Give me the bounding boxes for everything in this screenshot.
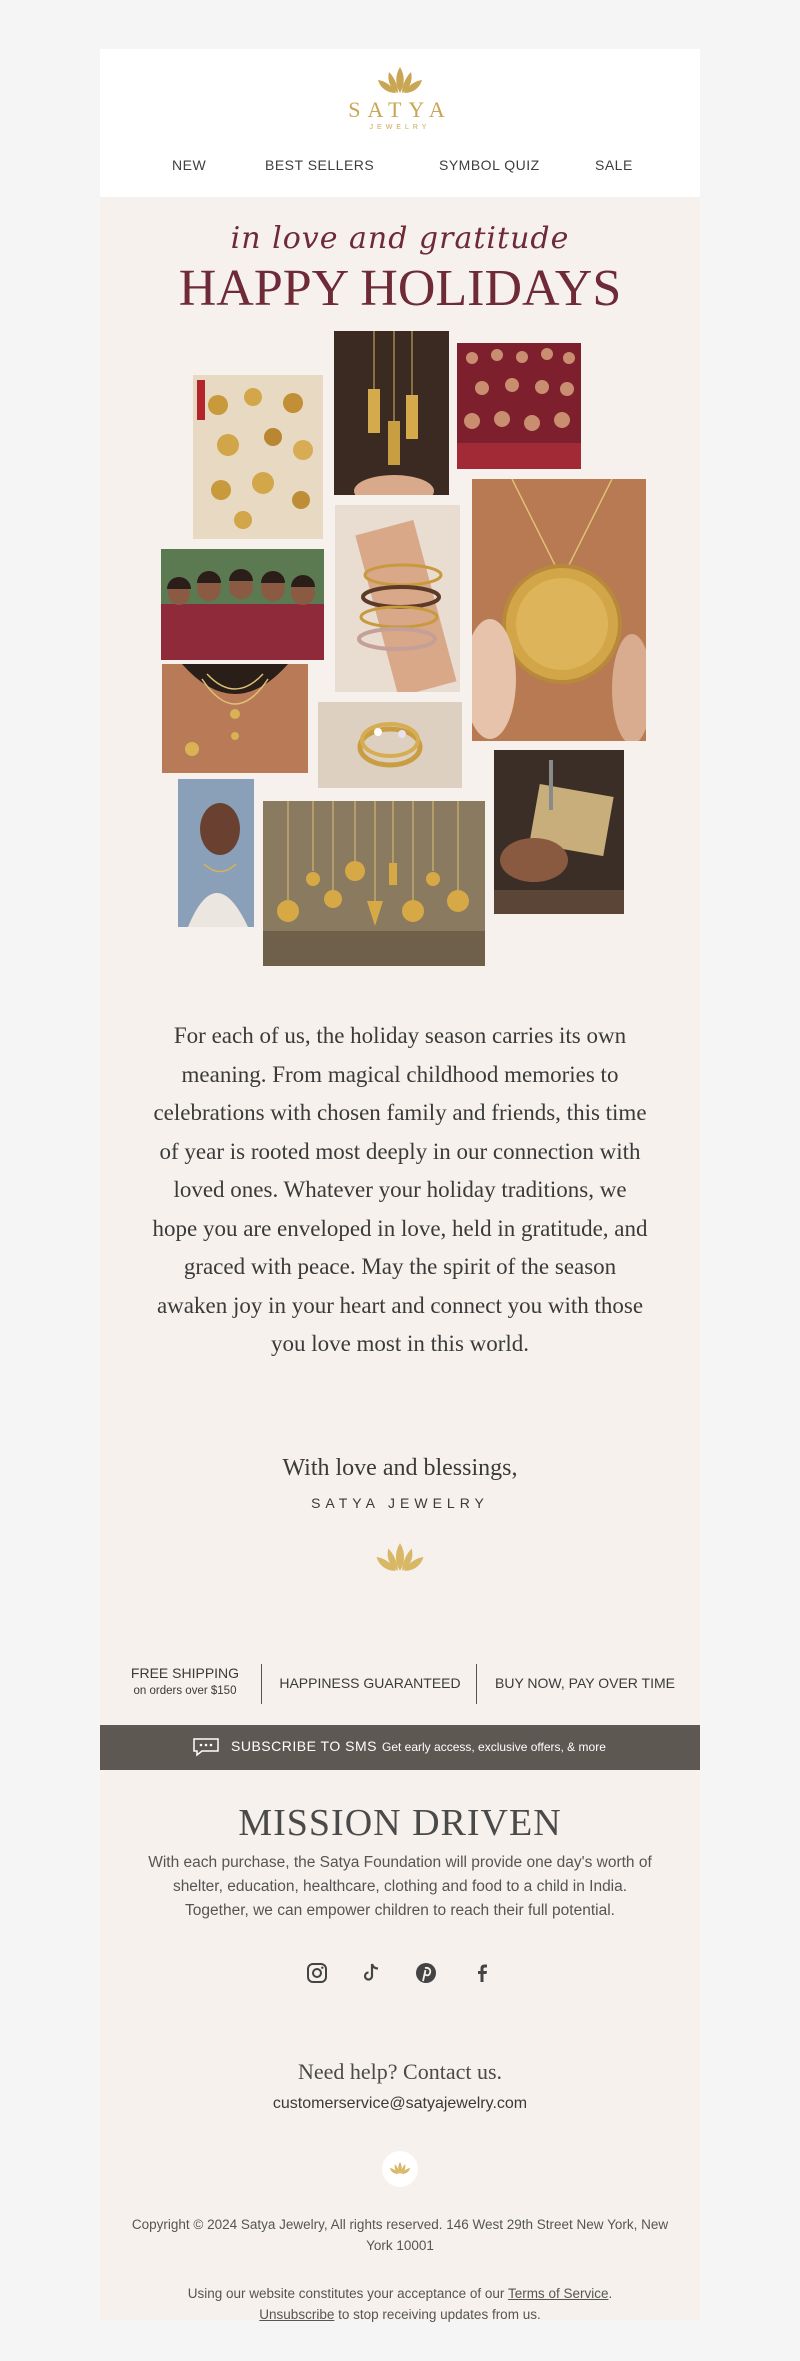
tiktok-icon[interactable]	[359, 1961, 383, 1985]
nav-symbol-quiz[interactable]: SYMBOL QUIZ	[439, 157, 540, 173]
photo-bracelets-wrist[interactable]	[335, 505, 460, 692]
photo-medallion-closeup[interactable]	[472, 479, 646, 741]
hero-headline: HAPPY HOLIDAYS	[178, 260, 622, 317]
signoff-brand: SATYA JEWELRY	[311, 1495, 489, 1511]
benefit-happiness-guaranteed[interactable]: HAPPINESS GUARANTEED	[279, 1675, 461, 1691]
photo-stacked-rings[interactable]	[318, 702, 462, 788]
copyright-text: Copyright © 2024 Satya Jewelry, All rights reserved. 146 West 29th Street New York, New York 10001	[131, 2217, 669, 2253]
photo-children-group[interactable]	[457, 343, 581, 469]
benefit-divider	[261, 1664, 262, 1704]
unsubscribe-suffix: to stop receiving updates from us.	[334, 2307, 541, 2322]
email-container	[100, 49, 700, 2320]
customer-service-email-link[interactable]: customerservice@satyajewelry.com	[272, 2095, 528, 2112]
terms-of-service-link[interactable]: Terms of Service	[507, 2286, 609, 2301]
brand-subtitle: JEWELRY	[369, 124, 431, 131]
header	[100, 49, 700, 197]
footer-logo-badge[interactable]	[382, 2151, 418, 2187]
benefit-free-shipping[interactable]	[120, 1665, 250, 1697]
pinterest-icon[interactable]	[414, 1961, 438, 1985]
lotus-divider-icon	[372, 1541, 428, 1573]
benefit-buy-now-pay-later[interactable]: BUY NOW, PAY OVER TIME	[495, 1675, 675, 1691]
nav-sale[interactable]: SALE	[595, 157, 633, 173]
sms-subscribe-bar[interactable]	[100, 1725, 700, 1770]
mission-title: MISSION DRIVEN	[238, 1802, 562, 1844]
sms-subscribe-description: Get early access, exclusive offers, & more	[382, 1740, 606, 1754]
facebook-icon[interactable]	[470, 1961, 494, 1985]
photo-schoolgirls[interactable]	[161, 549, 324, 660]
signoff-text: With love and blessings,	[282, 1455, 518, 1481]
instagram-icon[interactable]	[305, 1961, 329, 1985]
benefit-divider	[476, 1664, 477, 1704]
photo-bar-necklaces[interactable]	[334, 331, 449, 495]
photo-pendant-collection[interactable]	[263, 801, 485, 966]
mission-text: With each purchase, the Satya Foundation will provide one day's worth of shelter, education, healthcare, clothing and food to a child in India. Together, we can empower children to reach their full potential.	[148, 1854, 652, 1919]
benefit-free-shipping-label: FREE SHIPPING	[130, 1665, 240, 1681]
help-title: Need help? Contact us.	[297, 2059, 503, 2084]
lotus-icon	[388, 2160, 412, 2176]
hero-script-text: in love and gratitude	[230, 221, 570, 256]
lotus-logo-icon[interactable]	[374, 65, 426, 95]
unsubscribe-link[interactable]: Unsubscribe	[259, 2307, 335, 2322]
terms-prefix: Using our website constitutes your acceptance of our	[187, 2286, 508, 2301]
photo-woman-portrait[interactable]	[178, 779, 254, 927]
terms-text	[120, 2283, 680, 2325]
benefit-free-shipping-sub: on orders over $150	[133, 1685, 237, 1697]
holiday-message: For each of us, the holiday season carries its own meaning. From magical childhood memories to celebrations with chosen family and friends, this time of year is rooted most deeply in our connection with loved ones. Whatever your holiday traditions, we hope you are enveloped in love, held in gratitude, and graced with peace. May the spirit of the season awaken joy in your heart and connect you with those you love most in this world.	[152, 1023, 648, 1356]
nav-best-sellers[interactable]: BEST SELLERS	[265, 157, 375, 173]
photo-layered-necklaces[interactable]	[162, 664, 308, 773]
terms-suffix: .	[608, 2286, 613, 2301]
brand-name[interactable]: SATYA	[348, 97, 452, 122]
photo-gold-charms[interactable]	[193, 375, 323, 539]
sms-subscribe-label[interactable]: SUBSCRIBE TO SMS	[231, 1738, 377, 1754]
nav-new[interactable]: NEW	[172, 157, 207, 173]
chat-bubble-icon	[192, 1737, 220, 1757]
photo-jeweler-hands[interactable]	[494, 750, 624, 914]
